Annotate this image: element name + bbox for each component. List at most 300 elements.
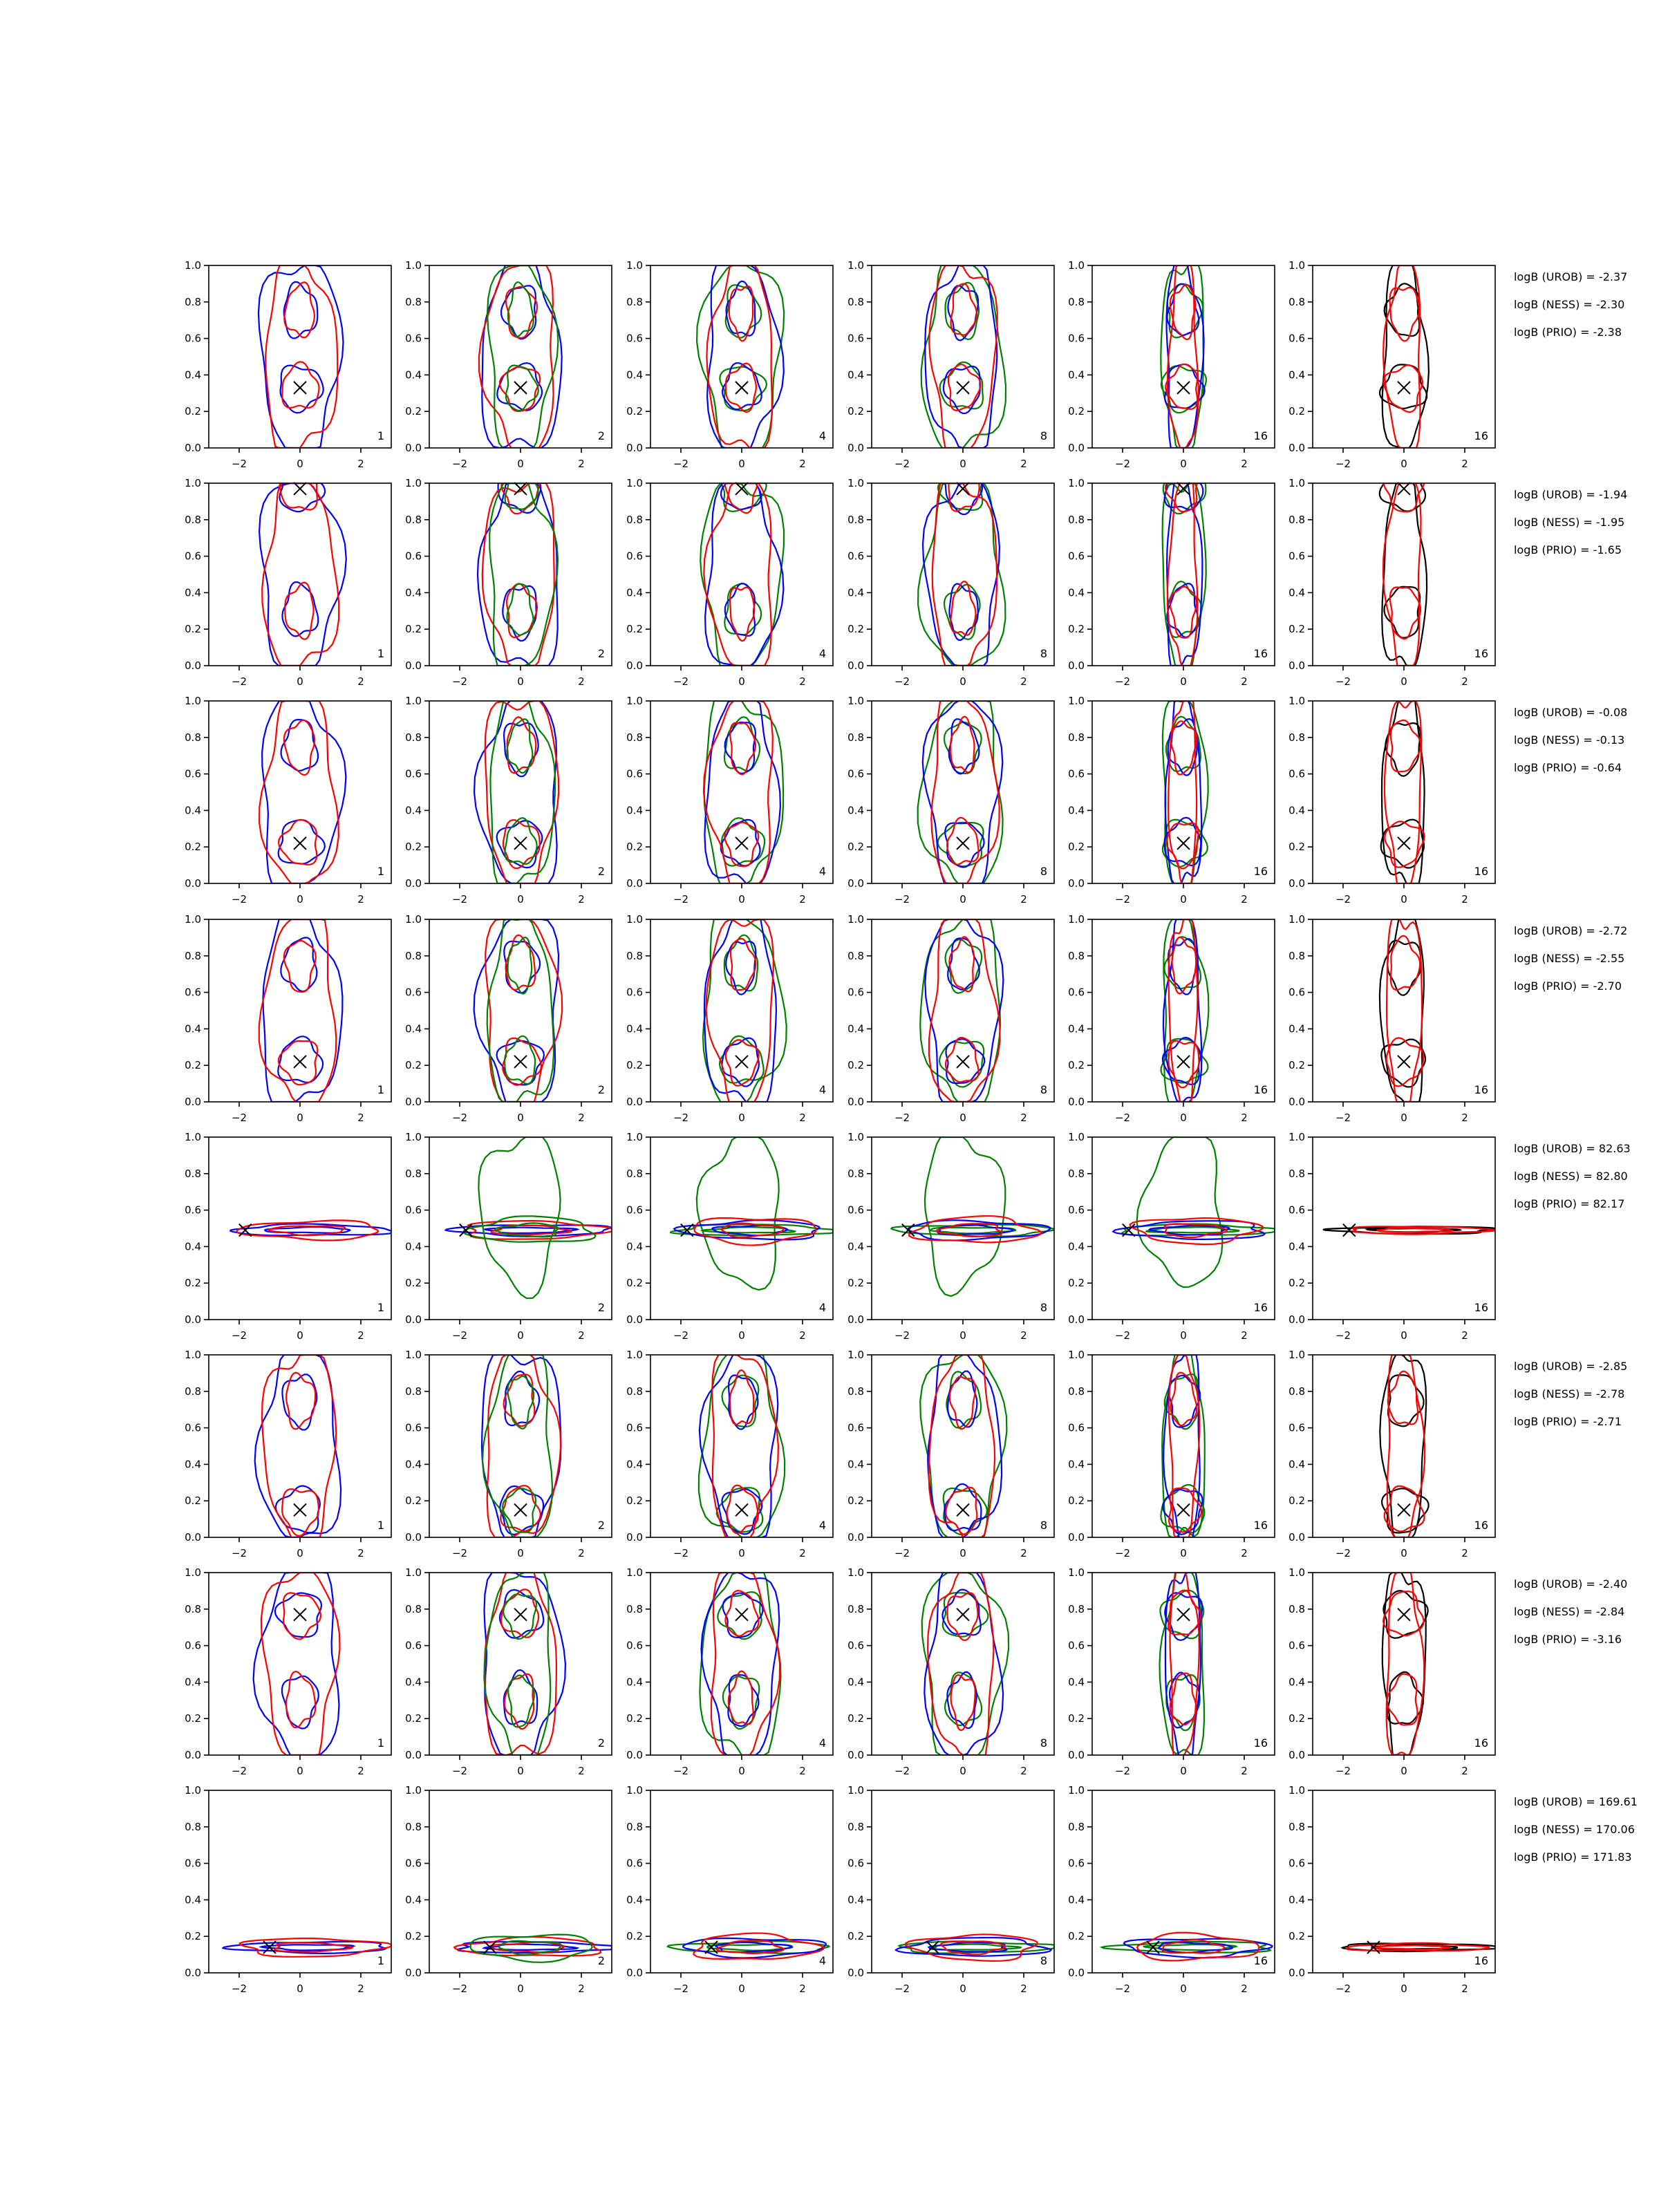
y-tick-label: 0.0: [185, 442, 201, 454]
panel-r1-c1: [185, 259, 391, 470]
contour-group: [259, 483, 346, 666]
contour-green: [1137, 1137, 1223, 1287]
y-tick-label: 1.0: [1288, 1349, 1305, 1361]
contour-red: [1378, 1228, 1453, 1232]
panel-count-label: 2: [597, 1083, 605, 1096]
y-tick-label: 1.0: [1288, 1131, 1305, 1143]
contour-group: [255, 1355, 341, 1537]
y-tick-label: 0.0: [185, 1749, 201, 1761]
panel-r8-c5: [1068, 1784, 1275, 1995]
x-tick-label: 0: [1400, 893, 1407, 906]
panel-r2-c2: [405, 477, 612, 688]
x-tick-label: 0: [738, 1329, 745, 1342]
y-tick-label: 0.8: [1288, 1167, 1305, 1180]
contour-red: [507, 583, 537, 637]
y-tick-label: 0.4: [405, 1022, 422, 1035]
panel-r6-c1: [185, 1349, 391, 1559]
y-tick-label: 0.2: [847, 623, 864, 636]
panel-r2-c4: [847, 477, 1054, 688]
y-tick-label: 0.0: [405, 1313, 422, 1326]
y-tick-label: 0.2: [185, 1059, 201, 1072]
y-tick-label: 0.0: [1288, 1313, 1305, 1326]
contour-group: [1113, 1137, 1275, 1287]
x-tick-label: 0: [959, 1329, 966, 1342]
true-value-marker: [294, 837, 306, 850]
y-tick-label: 1.0: [626, 477, 643, 489]
y-tick-label: 0.0: [626, 877, 643, 890]
contour-group: [1102, 1933, 1273, 1961]
x-tick-label: 0: [959, 675, 966, 688]
contour-group: [446, 1137, 612, 1298]
y-tick-label: 0.4: [626, 804, 643, 817]
y-tick-label: 0.2: [1068, 1712, 1085, 1725]
contour-group: [1161, 265, 1206, 448]
y-tick-label: 0.0: [626, 1967, 643, 1979]
x-tick-label: 2: [799, 675, 806, 688]
x-tick-label: 0: [959, 1765, 966, 1777]
x-tick-label: 2: [578, 1112, 585, 1124]
logB-annotation: logB (NESS) = -2.55: [1514, 952, 1625, 965]
contour-green: [697, 1137, 779, 1290]
contour-group: [474, 701, 559, 883]
panel-count-label: 4: [818, 865, 826, 878]
y-tick-label: 0.2: [1288, 1494, 1305, 1508]
contour-group: [1342, 1943, 1495, 1951]
y-tick-label: 0.0: [185, 1967, 201, 1979]
y-tick-label: 1.0: [405, 1131, 422, 1143]
y-tick-label: 0.8: [847, 1167, 864, 1180]
contour-red: [929, 265, 997, 448]
y-tick-label: 1.0: [847, 913, 864, 926]
x-tick-label: 0: [297, 893, 303, 906]
x-tick-label: 0: [1400, 675, 1407, 688]
panel-r8-c1: [185, 1784, 391, 1995]
contour-group: [254, 1573, 340, 1755]
true-value-marker: [294, 382, 306, 394]
logB-annotation: logB (UROB) = -2.40: [1514, 1577, 1628, 1591]
y-tick-label: 1.0: [1288, 1784, 1305, 1797]
x-tick-label: 2: [357, 1765, 364, 1777]
true-value-marker: [514, 837, 527, 850]
y-tick-label: 0.4: [1288, 586, 1305, 599]
panel-r6-c4: [847, 1349, 1054, 1559]
x-tick-label: 0: [517, 675, 524, 688]
contour-group: [484, 1573, 565, 1755]
contour-green: [487, 919, 554, 1102]
x-tick-label: 0: [959, 1112, 966, 1124]
y-tick-label: 0.2: [626, 1930, 643, 1943]
y-tick-label: 0.8: [1288, 513, 1305, 526]
contour-group: [1380, 483, 1427, 666]
x-tick-label: 0: [1180, 1983, 1187, 1995]
y-tick-label: 0.2: [405, 405, 422, 418]
contour-blue: [281, 937, 317, 991]
contour-blue: [923, 701, 1003, 883]
x-tick-label: 2: [1020, 1765, 1027, 1777]
x-tick-label: 2: [1461, 458, 1468, 470]
contour-group: [891, 1137, 1054, 1296]
panel-r4-c1: [185, 913, 391, 1124]
x-tick-label: −2: [1335, 1983, 1351, 1995]
y-tick-label: 0.4: [185, 1676, 201, 1689]
logB-annotation: logB (NESS) = -2.78: [1514, 1387, 1625, 1400]
true-value-marker: [957, 382, 969, 394]
x-tick-label: 2: [357, 1547, 364, 1559]
panel-count-label: 4: [818, 1083, 826, 1096]
y-tick-label: 0.2: [405, 1059, 422, 1072]
panel-count-label: 16: [1253, 429, 1268, 442]
panel-r8-c2: [405, 1784, 612, 1995]
y-tick-label: 0.4: [1288, 1240, 1305, 1253]
y-tick-label: 0.8: [185, 949, 201, 962]
y-tick-label: 0.6: [185, 1857, 201, 1870]
y-tick-label: 1.0: [1068, 1349, 1085, 1361]
panel-count-label: 16: [1253, 865, 1268, 878]
x-tick-label: −2: [673, 893, 689, 906]
logB-annotation: logB (PRIO) = 171.83: [1514, 1850, 1632, 1864]
y-tick-label: 0.2: [847, 405, 864, 418]
logB-annotation: logB (NESS) = 82.80: [1514, 1170, 1628, 1183]
true-value-marker: [957, 1056, 969, 1068]
panel-count-label: 4: [818, 1736, 826, 1750]
axes-frame: [1092, 1573, 1275, 1755]
y-tick-label: 0.2: [185, 1712, 201, 1725]
y-tick-label: 0.4: [626, 1893, 643, 1906]
contour-blue: [230, 1224, 391, 1235]
contour-black: [1382, 265, 1429, 448]
panel-r5-c1: [185, 1131, 391, 1342]
y-tick-label: 1.0: [405, 1566, 422, 1579]
x-tick-label: −2: [1114, 1112, 1131, 1124]
x-tick-label: 2: [1241, 1765, 1248, 1777]
y-tick-label: 0.4: [626, 1022, 643, 1035]
x-tick-label: −2: [1114, 675, 1131, 688]
y-tick-label: 0.0: [1068, 1967, 1085, 1979]
y-tick-label: 0.6: [847, 1639, 864, 1652]
x-tick-label: 2: [799, 1329, 806, 1342]
y-tick-label: 0.0: [847, 442, 864, 454]
y-tick-label: 0.6: [1068, 767, 1085, 780]
x-tick-label: 0: [738, 1547, 745, 1559]
y-tick-label: 0.4: [405, 1676, 422, 1689]
y-tick-label: 0.8: [1068, 513, 1085, 526]
panel-count-label: 1: [377, 429, 384, 442]
axes-frame: [872, 265, 1054, 448]
contour-group: [454, 1935, 612, 1962]
x-tick-label: −2: [894, 675, 910, 688]
x-tick-label: 0: [1180, 893, 1187, 906]
y-tick-label: 0.8: [185, 731, 201, 744]
contour-red: [946, 1038, 979, 1082]
y-tick-label: 0.2: [185, 1930, 201, 1943]
panel-count-label: 2: [597, 1519, 605, 1532]
x-tick-label: 2: [357, 893, 364, 906]
y-tick-label: 0.4: [847, 1893, 864, 1906]
y-tick-label: 0.2: [847, 1277, 864, 1290]
y-tick-label: 0.2: [626, 623, 643, 636]
y-tick-label: 0.2: [405, 1930, 422, 1943]
y-tick-label: 1.0: [185, 913, 201, 926]
y-tick-label: 0.8: [1288, 295, 1305, 308]
x-tick-label: 2: [1461, 1329, 1468, 1342]
y-tick-label: 0.0: [405, 1749, 422, 1761]
x-tick-label: −2: [231, 1112, 247, 1124]
x-tick-label: −2: [673, 458, 689, 470]
contour-red: [931, 701, 999, 883]
y-tick-label: 1.0: [626, 913, 643, 926]
y-tick-label: 0.4: [185, 1458, 201, 1471]
y-tick-label: 0.2: [1288, 405, 1305, 418]
panel-count-label: 8: [1040, 1301, 1047, 1314]
contour-group: [1381, 701, 1425, 883]
panel-r3-c6: [1288, 695, 1495, 906]
x-tick-label: 0: [297, 1329, 303, 1342]
x-tick-label: 0: [297, 458, 303, 470]
x-tick-label: 2: [578, 458, 585, 470]
x-tick-label: 2: [1020, 458, 1027, 470]
y-tick-label: 0.2: [1288, 841, 1305, 854]
panel-r3-c1: [185, 695, 391, 906]
y-tick-label: 0.8: [1068, 949, 1085, 962]
y-tick-label: 0.2: [626, 1712, 643, 1725]
y-tick-label: 0.2: [847, 1059, 864, 1072]
y-tick-label: 0.0: [405, 1531, 422, 1544]
panel-r2-c1: [185, 477, 391, 688]
panel-r2-c5: [1068, 477, 1275, 688]
x-tick-label: 0: [959, 1547, 966, 1559]
y-tick-label: 0.6: [626, 550, 643, 563]
y-tick-label: 0.4: [405, 1893, 422, 1906]
axes-frame: [1092, 701, 1275, 883]
logB-annotation: logB (UROB) = -2.72: [1514, 924, 1628, 937]
x-tick-label: 0: [959, 458, 966, 470]
y-tick-label: 0.6: [847, 1203, 864, 1217]
x-tick-label: 2: [1020, 675, 1027, 688]
x-tick-label: 2: [357, 458, 364, 470]
contour-group: [478, 483, 558, 666]
y-tick-label: 0.6: [626, 1421, 643, 1434]
panel-count-label: 4: [818, 647, 826, 660]
y-tick-label: 0.6: [1288, 1857, 1305, 1870]
y-tick-label: 0.6: [1288, 332, 1305, 345]
true-value-marker: [735, 382, 748, 394]
y-tick-label: 0.6: [405, 1639, 422, 1652]
y-tick-label: 1.0: [185, 1349, 201, 1361]
y-tick-label: 0.2: [185, 841, 201, 854]
true-value-marker: [1398, 1056, 1410, 1068]
contour-green: [507, 584, 534, 635]
panel-count-label: 2: [597, 429, 605, 442]
y-tick-label: 0.0: [1068, 877, 1085, 890]
y-tick-label: 0.2: [1288, 1277, 1305, 1290]
y-tick-label: 0.6: [185, 1203, 201, 1217]
contour-red: [712, 1355, 778, 1537]
x-tick-label: 2: [1241, 1329, 1248, 1342]
x-tick-label: 0: [517, 458, 524, 470]
y-tick-label: 0.0: [847, 1967, 864, 1979]
contour-group: [1382, 1573, 1428, 1755]
x-tick-label: −2: [451, 458, 468, 470]
axes-frame: [872, 1573, 1054, 1755]
x-tick-label: −2: [451, 1765, 468, 1777]
contour-group: [1161, 919, 1209, 1102]
contour-green: [718, 1592, 761, 1639]
panel-r8-c3: [626, 1784, 833, 1995]
y-tick-label: 0.4: [1068, 1022, 1085, 1035]
contour-group: [921, 265, 1006, 448]
panel-count-label: 1: [377, 1301, 384, 1314]
contour-blue: [707, 265, 784, 448]
logB-annotation: logB (PRIO) = -1.65: [1514, 543, 1622, 556]
y-tick-label: 0.0: [626, 442, 643, 454]
y-tick-label: 0.2: [405, 841, 422, 854]
axes-frame: [872, 919, 1054, 1102]
x-tick-label: 0: [738, 893, 745, 906]
x-tick-label: −2: [1335, 893, 1351, 906]
axes-frame: [429, 701, 612, 883]
contour-group: [230, 1220, 391, 1240]
true-value-marker: [294, 1056, 306, 1068]
true-value-marker: [1398, 482, 1410, 495]
y-tick-label: 0.8: [626, 949, 643, 962]
x-tick-label: 0: [517, 1329, 524, 1342]
y-tick-label: 0.2: [626, 1494, 643, 1508]
x-tick-label: 0: [959, 1983, 966, 1995]
y-tick-label: 1.0: [1068, 259, 1085, 272]
y-tick-label: 0.0: [405, 659, 422, 672]
y-tick-label: 0.4: [185, 804, 201, 817]
y-tick-label: 1.0: [847, 1784, 864, 1797]
y-tick-label: 0.6: [405, 550, 422, 563]
y-tick-label: 0.8: [185, 1820, 201, 1833]
contour-group: [1380, 919, 1425, 1102]
x-tick-label: −2: [673, 1547, 689, 1559]
x-tick-label: 0: [1400, 1112, 1407, 1124]
y-tick-label: 0.2: [626, 405, 643, 418]
y-tick-label: 0.4: [405, 368, 422, 382]
x-tick-label: 2: [578, 1983, 585, 1995]
y-tick-label: 0.0: [626, 659, 643, 672]
y-tick-label: 0.0: [1068, 1313, 1085, 1326]
axes-frame: [650, 265, 833, 448]
x-tick-label: −2: [894, 1765, 910, 1777]
x-tick-label: 2: [1461, 675, 1468, 688]
y-tick-label: 0.2: [1068, 841, 1085, 854]
y-tick-label: 1.0: [185, 259, 201, 272]
panel-r4-c4: [847, 913, 1054, 1124]
panel-r6-c2: [405, 1349, 612, 1559]
x-tick-label: −2: [1335, 458, 1351, 470]
panel-r4-c5: [1068, 913, 1275, 1124]
x-tick-label: −2: [1114, 458, 1131, 470]
y-tick-label: 1.0: [1288, 1566, 1305, 1579]
x-tick-label: −2: [231, 1547, 247, 1559]
y-tick-label: 0.0: [405, 877, 422, 890]
y-tick-label: 0.0: [1068, 1096, 1085, 1108]
y-tick-label: 0.4: [847, 1240, 864, 1253]
contour-blue: [282, 1374, 317, 1430]
panel-count-label: 2: [597, 1736, 605, 1750]
contour-blue: [925, 919, 1003, 1102]
y-tick-label: 0.6: [626, 332, 643, 345]
x-tick-label: 2: [1461, 893, 1468, 906]
y-tick-label: 0.0: [1288, 1749, 1305, 1761]
contour-group: [703, 919, 787, 1102]
x-tick-label: 2: [799, 1983, 806, 1995]
panel-r1-c5: [1068, 259, 1275, 470]
y-tick-label: 0.6: [847, 767, 864, 780]
y-tick-label: 1.0: [1068, 1131, 1085, 1143]
contour-group: [896, 1934, 1054, 1961]
panel-r1-c3: [626, 259, 833, 470]
contour-red: [1387, 919, 1422, 1102]
panel-r7-c2: [405, 1566, 612, 1777]
panel-r1-c6: [1288, 259, 1495, 470]
panel-count-label: 16: [1253, 1301, 1268, 1314]
logB-annotation: logB (PRIO) = -2.71: [1514, 1415, 1622, 1428]
contour-green: [503, 1594, 536, 1639]
panel-r5-c5: [1068, 1131, 1275, 1342]
y-tick-label: 0.0: [1288, 442, 1305, 454]
logB-annotation: logB (PRIO) = -0.64: [1514, 761, 1622, 774]
axes-frame: [650, 1137, 833, 1320]
x-tick-label: −2: [1335, 1112, 1351, 1124]
y-tick-label: 1.0: [185, 1566, 201, 1579]
x-tick-label: 2: [357, 1112, 364, 1124]
x-tick-label: 2: [799, 458, 806, 470]
contour-group: [704, 701, 783, 883]
y-tick-label: 0.2: [1288, 1930, 1305, 1943]
panel-count-label: 2: [597, 1301, 605, 1314]
true-value-marker: [1177, 482, 1190, 495]
panel-r4-c6: [1288, 913, 1495, 1124]
logB-annotation: logB (PRIO) = -3.16: [1514, 1633, 1622, 1646]
y-tick-label: 0.8: [185, 295, 201, 308]
y-tick-label: 0.8: [1288, 1602, 1305, 1615]
y-tick-label: 1.0: [626, 1131, 643, 1143]
y-tick-label: 0.6: [1068, 986, 1085, 999]
true-value-marker: [1177, 382, 1190, 394]
y-tick-label: 0.4: [626, 1458, 643, 1471]
axes-frame: [209, 1137, 391, 1320]
y-tick-label: 1.0: [847, 259, 864, 272]
y-tick-label: 0.8: [847, 513, 864, 526]
y-tick-label: 0.4: [1068, 1240, 1085, 1253]
y-tick-label: 0.8: [626, 1602, 643, 1615]
panel-r2-c3: [626, 477, 833, 688]
y-tick-label: 0.8: [847, 295, 864, 308]
axes-frame: [650, 701, 833, 883]
x-tick-label: −2: [1335, 1329, 1351, 1342]
x-tick-label: −2: [1335, 675, 1351, 688]
y-tick-label: 0.8: [847, 949, 864, 962]
y-tick-label: 0.0: [1068, 1531, 1085, 1544]
panel-count-label: 16: [1474, 1083, 1488, 1096]
y-tick-label: 0.6: [1288, 1203, 1305, 1217]
contour-red: [265, 265, 337, 448]
x-tick-label: 0: [1400, 1329, 1407, 1342]
x-tick-label: 0: [1180, 1547, 1187, 1559]
y-tick-label: 1.0: [185, 477, 201, 489]
contour-group: [671, 1137, 833, 1290]
x-tick-label: 2: [1241, 458, 1248, 470]
y-tick-label: 0.6: [185, 767, 201, 780]
y-tick-label: 0.6: [1068, 332, 1085, 345]
x-tick-label: 2: [799, 1547, 806, 1559]
contour-blue: [923, 483, 1000, 666]
y-tick-label: 0.6: [626, 986, 643, 999]
y-tick-label: 1.0: [1288, 695, 1305, 707]
